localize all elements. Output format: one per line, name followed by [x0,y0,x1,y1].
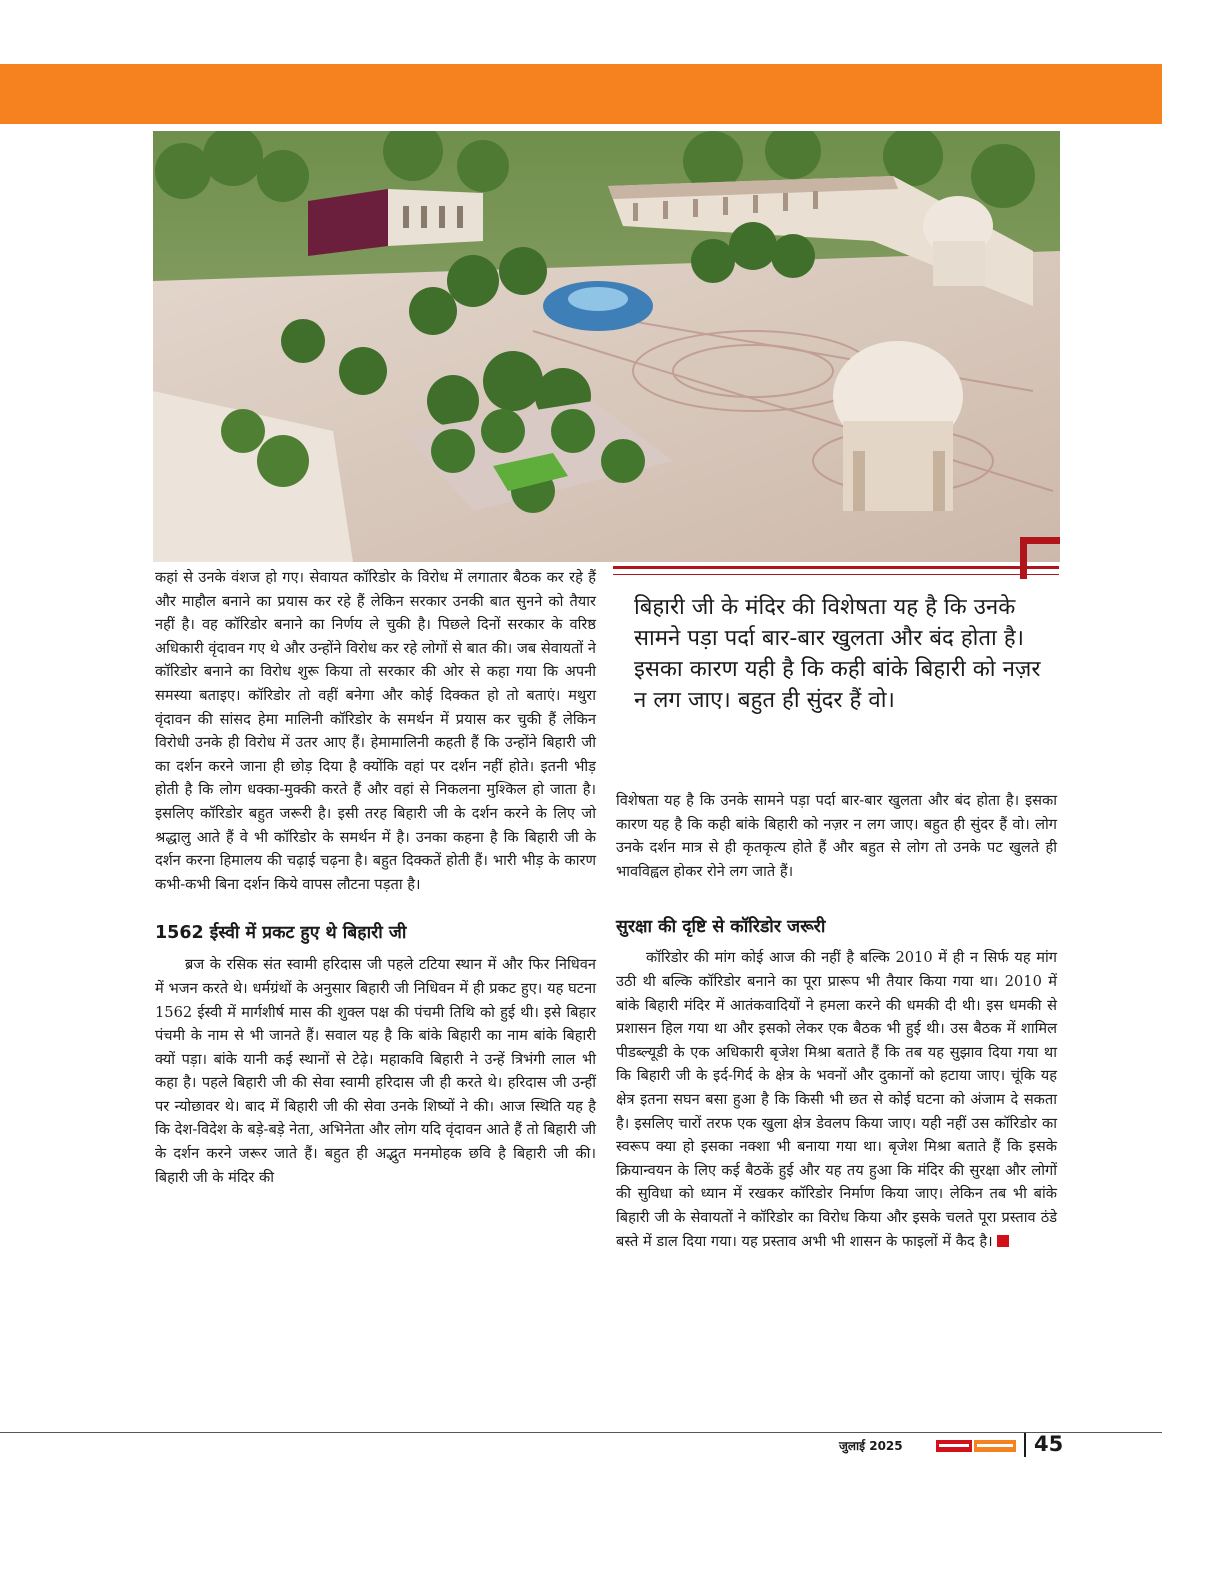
photo-corner-accent [1020,537,1060,579]
page-number: 45 [1034,1432,1064,1456]
corridor-aerial-photo [153,131,1060,562]
left-paragraph-2: ब्रज के रसिक संत स्वामी हरिदास जी पहले टटिया स्थान में और फिर निधिवन में भजन करते थे। धर्मग्रंथों के अनुसार बिहारी जी निधिवन में ही प्रकट हुए। यह घटना 1562 ईस्वी में मार्गशीर्ष मास की शुक्ल पक्ष की पंचमी तिथि को हुई थी। इसे बिहार पंचमी के नाम से भी जानते हैं। सवाल यह है कि बांके बिहारी का नाम बांके बिहारी क्यों पड़ा। बांके यानी कई स्थानों से टेढ़े। महाकवि बिहारी ने उन्हें त्रिभंगी लाल भी कहा है। पहले बिहारी जी की सेवा स्वामी हरिदास जी ही करते थे। हरिदास जी उन्हीं पर न्योछावर थे। बाद में बिहारी जी की सेवा उनके शिष्यों ने की। आज स्थिति यह है कि देश-विदेश के बड़े-बड़े नेता, अभिनेता और लोग यदि वृंदावन आते हैं तो बिहारी जी के दर्शन करने जरूर जाते हैं। बहुत ही अद्भुत मनमोहक छवि है बिहारी जी की। बिहारी जी के मंदिर की [155,956,596,1186]
right-text-column [616,789,1057,1253]
footer-rule [0,1432,1162,1433]
header-color-band [0,64,1162,124]
left-text-column [155,566,596,1189]
magazine-logo [936,1438,1016,1454]
pull-quote-rule-bottom [613,574,1059,575]
left-paragraph-1: कहां से उनके वंशज हो गए। सेवायत कॉरिडोर के विरोध में लगातार बैठक कर रहे हैं और माहौल बनाने का प्रयास कर रहे हैं लेकिन सरकार उनकी बात सुनने को तैयार नहीं है। वह कॉरिडोर बनाने का निर्णय ले चुकी है। पिछले दिनों सरकार के वरिष्ठ अधिकारी वृंदावन गए थे और उन्होंने विरोध कर रहे लोगों से बात की। जब सेवायतों ने कॉरिडोर बनाने का विरोध शुरू किया तो सरकार की ओर से कहा गया कि अपनी समस्या बताइए। कॉरिडोर तो वहीं बनेगा और कोई दिक्कत हो तो बताएं। मथुरा वृंदावन की सांसद हेमा मालिनी कॉरिडोर के समर्थन में प्रयास कर चुकी हैं लेकिन विरोधी उनके ही विरोध में उतर आए हैं। हेमामालिनी कहती हैं कि उन्होंने बिहारी जी का दर्शन करने जाना ही छोड़ दिया है क्योंकि वहां पर दर्शन नहीं होते। इतनी भीड़ होती है कि लोग धक्का-मुक्की करते हैं और वहां से निकलना मुश्किल हो जाता है। इसलिए कॉरिडोर बहुत जरूरी है। इसी तरह बिहारी जी के दर्शन करने के लिए जो श्रद्धालु आते हैं वे भी कॉरिडोर के समर्थन में है। उनका कहना है कि बिहारी जी के दर्शन करना हिमालय की चढ़ाई चढ़ना है। बहुत दिक्कतें होती हैं। भारी भीड़ के कारण कभी-कभी बिना दर्शन किये वापस लौटना पड़ता है। [155,569,596,893]
issue-date: जुलाई 2025 [839,1439,903,1453]
right-paragraph-2-text: कॉरिडोर की मांग कोई आज की नहीं है बल्कि 2010 में ही न सिर्फ यह मांग उठी थी बल्कि कॉरिडोर बनाने का पूरा प्रारूप भी तैयार किया गया था। 2010 में बांके बिहारी मंदिर में आतंकवादियों ने हमला करने की धमकी दी थी। इस धमकी से प्रशासन हिल गया था और इसको लेकर एक बैठक भी हुई थी। उस बैठक में शामिल पीडब्ल्यूडी के एक अधिकारी बृजेश मिश्रा बताते हैं कि तब यह सुझाव दिया गया था कि बिहारी जी के इर्द-गिर्द के क्षेत्र के भवनों और दुकानों को हटाया जाए। चूंकि यह क्षेत्र इतना सघन बसा हुआ है कि किसी भी छत से कोई घटना को अंजाम दे सकता है। इसलिए चारों तरफ एक खुला क्षेत्र डेवलप किया जाए। यही नहीं उस कॉरिडोर का स्वरूप क्या हो इसका नक्शा भी बनाया गया था। बृजेश मिश्रा बताते हैं कि इसके क्रियान्वयन के लिए कई बैठकें हुई और यह तय हुआ कि मंदिर की सुरक्षा और लोगों की सुविधा को ध्यान में रखकर कॉरिडोर निर्माण किया जाए। लेकिन तब भी बांके बिहारी जी के सेवायतों ने कॉरिडोर का विरोध किया और इसके चलते पूरा प्रस्ताव ठंडे बस्ते में डाल दिया गया। यह प्रस्ताव अभी भी शासन के फाइलों में कैद है। [616,949,1057,1250]
pull-quote-rule-top [613,566,1059,569]
right-paragraph-1: विशेषता यह है कि उनके सामने पड़ा पर्दा बार-बार खुलता और बंद होता है। इसका कारण यह है कि कही बांके बिहारी को नज़र न लग जाए। बहुत ही सुंदर हैं वो। लोग उनके दर्शन मात्र से ही कृतकृत्य होते हैं और बहुत से लोग तो उनके पट खुलते ही भावविह्वल होकर रोने लग जाते हैं। [616,792,1057,880]
right-paragraph-2 [616,946,1057,1253]
pull-quote: बिहारी जी के मंदिर की विशेषता यह है कि उनके सामने पड़ा पर्दा बार-बार खुलता और बंद होता है। इसका कारण यही है कि कही बांके बिहारी को नज़र न लग जाए। बहुत ही सुंदर हैं वो। [634,594,1041,713]
section-heading-security: सुरक्षा की दृष्टि से कॉरिडोर जरूरी [616,917,826,938]
section-heading-1562: 1562 ईस्वी में प्रकट हुए थे बिहारी जी [155,923,407,944]
footer-divider [1024,1433,1026,1457]
article-end-mark [997,1235,1009,1247]
